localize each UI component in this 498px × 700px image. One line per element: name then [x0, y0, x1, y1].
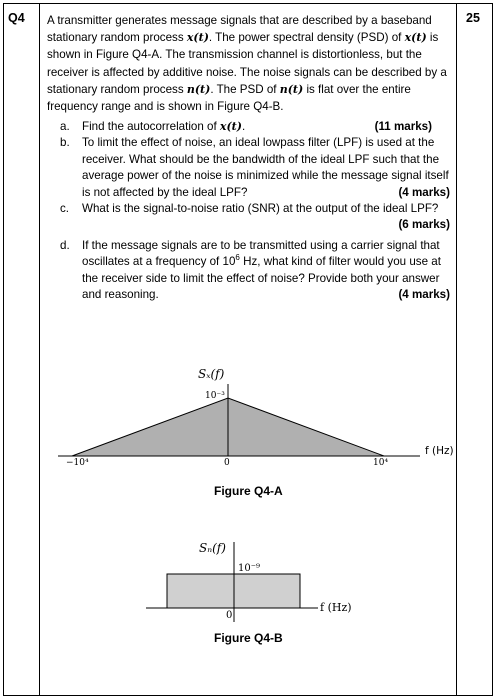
peak-label: 10⁻³: [205, 391, 225, 401]
power-exponent: 6: [235, 253, 240, 263]
intro-text: . The power spectral density (PSD) of: [208, 31, 405, 45]
intro-text: . The PSD of: [210, 82, 280, 96]
x-axis-label: f (Hz): [425, 445, 454, 457]
part-text: Find the autocorrelation of: [82, 120, 220, 133]
x-axis-label: f (Hz): [320, 601, 352, 614]
part-text: To limit the effect of noise, an ideal lowpass filter (LPF) is used at the receiver. What should be the bandwidth of the ideal LPF such that the average power of the noise is minimized while the message signal itself is not affected by the ideal LPF?: [82, 136, 449, 199]
intro-text: is shown in Figure Q4-A. The transmission channel is distortionless, but the receiver is affected by additive noise. The noise signals can be described by a stationary random process: [47, 31, 447, 96]
y-axis-label: Sₓ(f): [198, 367, 225, 381]
part-marks: (4 marks): [398, 185, 450, 199]
intro-text: is flat over the entire frequency range and is shown in Figure Q4-B.: [47, 82, 411, 114]
question-number: Q4: [8, 11, 25, 25]
part-marks: (6 marks): [398, 218, 450, 232]
power-base: 10: [222, 255, 236, 269]
tick-zero: 0: [226, 610, 233, 621]
part-label: d.: [60, 238, 70, 252]
part-label: b.: [60, 136, 70, 150]
part-marks: (11 marks): [374, 120, 432, 133]
y-axis-label: Sₙ(f): [199, 541, 226, 555]
part-text: Hz, what kind of filter would you use at the receiver side to limit the effect of noise? Provide both your answer and reasoning.: [82, 255, 441, 302]
tick-left: −10⁴: [66, 458, 89, 468]
figure-a-caption: Figure Q4-A: [214, 484, 283, 498]
total-marks: 25: [466, 11, 480, 25]
math-n: n(t): [279, 82, 304, 96]
math-x: x(t): [186, 31, 209, 45]
figure-b-caption: Figure Q4-B: [214, 631, 283, 645]
part-text: What is the signal-to-noise ratio (SNR) at the output of the ideal LPF?: [82, 202, 439, 216]
figure-b: [146, 541, 352, 645]
part-marks: (4 marks): [398, 288, 450, 302]
part-label: a.: [60, 120, 70, 133]
math-n: n(t): [186, 82, 211, 96]
figure-a: [58, 367, 454, 498]
tick-zero: 0: [224, 458, 230, 468]
part-label: c.: [60, 202, 70, 216]
part-text: If the message signals are to be transmitted using a carrier signal that oscillates at a frequency of: [82, 238, 440, 269]
part-text: .: [241, 120, 246, 133]
intro-text: A transmitter generates message signals that are described by a baseband stationary random process: [47, 14, 432, 45]
math-x: x(t): [404, 31, 427, 45]
tick-right: 10⁴: [373, 458, 389, 468]
math-x: x(t): [219, 120, 242, 133]
level-label: 10⁻⁹: [238, 563, 261, 574]
